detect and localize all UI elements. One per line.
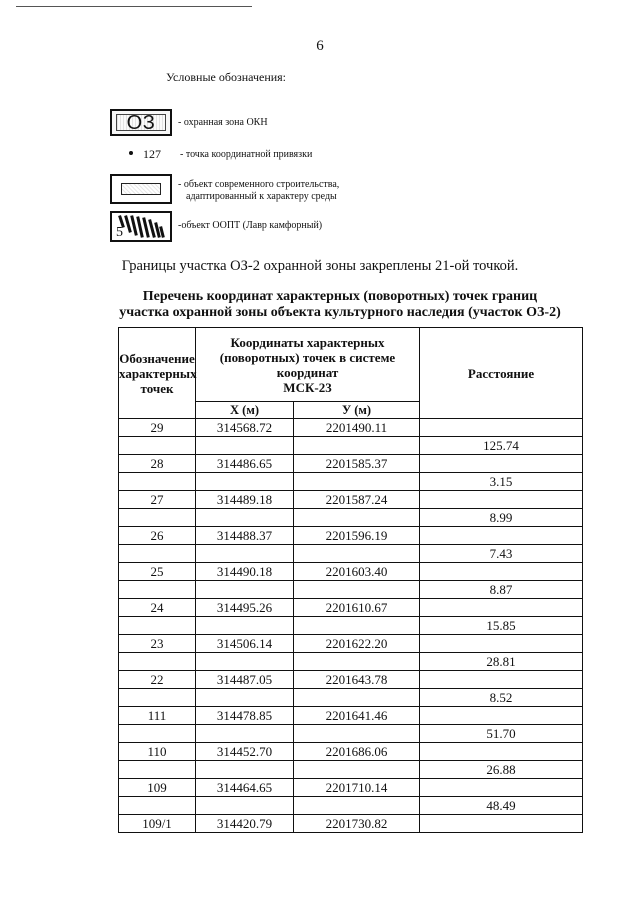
table-row-distance (119, 473, 583, 491)
cell-point: 24 (119, 599, 196, 617)
cell-blank (119, 509, 196, 527)
legend-label-modern-line2: адаптированный к характеру среды (186, 191, 337, 202)
cell-blank (294, 473, 420, 491)
header-distance: Расстояние (420, 328, 583, 419)
cell-distance-empty (420, 707, 583, 725)
cell-blank (119, 473, 196, 491)
cell-point: 22 (119, 671, 196, 689)
cell-y: 2201643.78 (294, 671, 420, 689)
oopt-symbol-number: 5 (116, 225, 123, 240)
cell-distance: 7.43 (420, 545, 583, 563)
table-row (119, 779, 583, 797)
header-coords-text: Координаты характерных (поворотных) точек в системе координат (219, 334, 396, 380)
legend-modern-symbol (110, 174, 172, 204)
cell-blank (119, 761, 196, 779)
cell-distance: 51.70 (420, 725, 583, 743)
table-row (119, 563, 583, 581)
legend-oopt-symbol (110, 211, 172, 242)
table-row (119, 491, 583, 509)
header-point: Обозначение характерных точек (119, 328, 196, 419)
cell-y: 2201587.24 (294, 491, 420, 509)
cell-distance: 8.99 (420, 509, 583, 527)
top-rule (16, 6, 252, 7)
cell-distance-empty (420, 455, 583, 473)
table-title-line1: Перечень координат характерных (поворотных) точек границ (142, 289, 538, 304)
cell-blank (119, 437, 196, 455)
cell-distance: 8.52 (420, 689, 583, 707)
cell-y: 2201603.40 (294, 563, 420, 581)
cell-distance-empty (420, 815, 583, 833)
table-row-distance (119, 689, 583, 707)
cell-blank (196, 653, 294, 671)
cell-y: 2201686.06 (294, 743, 420, 761)
cell-blank (294, 761, 420, 779)
cell-blank (196, 437, 294, 455)
cell-point: 109 (119, 779, 196, 797)
table-row (119, 599, 583, 617)
cell-blank (196, 725, 294, 743)
table-row-distance (119, 509, 583, 527)
table-row-distance (119, 437, 583, 455)
cell-y: 2201622.20 (294, 635, 420, 653)
cell-point: 29 (119, 419, 196, 437)
table-row (119, 815, 583, 833)
table-row (119, 527, 583, 545)
table-row-distance (119, 761, 583, 779)
cell-point: 26 (119, 527, 196, 545)
cell-blank (119, 725, 196, 743)
cell-blank (196, 509, 294, 527)
cell-point: 109/1 (119, 815, 196, 833)
cell-y: 2201730.82 (294, 815, 420, 833)
header-coords-system: МСК-23 (283, 379, 332, 395)
table-row (119, 455, 583, 473)
cell-x: 314489.18 (196, 491, 294, 509)
legend-oz-symbol (110, 109, 172, 136)
cell-blank (294, 437, 420, 455)
table-body (119, 419, 583, 833)
cell-distance-empty (420, 419, 583, 437)
oz-hatch (116, 111, 166, 134)
cell-distance: 15.85 (420, 617, 583, 635)
legend-label-oopt: -объект ООПТ (Лавр камфорный) (178, 220, 323, 231)
cell-y: 2201585.37 (294, 455, 420, 473)
cell-blank (294, 509, 420, 527)
cell-blank (119, 617, 196, 635)
cell-blank (196, 797, 294, 815)
cell-blank (119, 545, 196, 563)
cell-x: 314452.70 (196, 743, 294, 761)
cell-x: 314568.72 (196, 419, 294, 437)
point-marker-icon (129, 151, 133, 155)
legend-title: Условные обозначения: (166, 70, 287, 84)
cell-point: 28 (119, 455, 196, 473)
table-row (119, 671, 583, 689)
cell-y: 2201710.14 (294, 779, 420, 797)
cell-x: 314486.65 (196, 455, 294, 473)
cell-point: 23 (119, 635, 196, 653)
table-row-distance (119, 797, 583, 815)
page-number: 6 (316, 38, 324, 54)
cell-blank (294, 545, 420, 563)
table-row-distance (119, 653, 583, 671)
cell-blank (119, 581, 196, 599)
modern-inner-rect (121, 183, 161, 195)
cell-x: 314420.79 (196, 815, 294, 833)
legend-label-point: - точка координатной привязки (180, 149, 313, 160)
cell-blank (196, 545, 294, 563)
cell-point: 25 (119, 563, 196, 581)
header-y: У (м) (294, 402, 420, 419)
cell-distance-empty (420, 635, 583, 653)
cell-distance: 26.88 (420, 761, 583, 779)
table-row (119, 743, 583, 761)
cell-distance-empty (420, 743, 583, 761)
cell-blank (119, 689, 196, 707)
table-row (119, 635, 583, 653)
table-title-line2: участка охранной зоны объекта культурного наследия (участок ОЗ-2) (119, 305, 561, 320)
legend-label-oz: - охранная зона ОКН (178, 117, 268, 128)
cell-distance-empty (420, 491, 583, 509)
cell-blank (294, 653, 420, 671)
cell-distance: 8.87 (420, 581, 583, 599)
cell-x: 314464.65 (196, 779, 294, 797)
cell-blank (294, 581, 420, 599)
cell-blank (294, 689, 420, 707)
point-number-symbol: 127 (143, 147, 161, 161)
table-row-distance (119, 617, 583, 635)
cell-distance: 48.49 (420, 797, 583, 815)
cell-x: 314506.14 (196, 635, 294, 653)
cell-point: 111 (119, 707, 196, 725)
cell-blank (294, 617, 420, 635)
cell-blank (196, 617, 294, 635)
cell-distance: 125.74 (420, 437, 583, 455)
cell-distance-empty (420, 671, 583, 689)
cell-y: 2201610.67 (294, 599, 420, 617)
cell-blank (119, 653, 196, 671)
cell-blank (196, 761, 294, 779)
cell-distance-empty (420, 599, 583, 617)
cell-distance-empty (420, 527, 583, 545)
cell-x: 314490.18 (196, 563, 294, 581)
cell-blank (196, 581, 294, 599)
cell-x: 314495.26 (196, 599, 294, 617)
cell-y: 2201641.46 (294, 707, 420, 725)
table-row-distance (119, 581, 583, 599)
legend-label-modern-line1: - объект современного строительства, (178, 179, 340, 190)
cell-blank (196, 473, 294, 491)
oz-symbol-text: ОЗ (126, 111, 156, 134)
cell-blank (294, 797, 420, 815)
cell-x: 314487.05 (196, 671, 294, 689)
cell-x: 314488.37 (196, 527, 294, 545)
cell-point: 27 (119, 491, 196, 509)
cell-distance: 28.81 (420, 653, 583, 671)
cell-y: 2201490.11 (294, 419, 420, 437)
coordinates-table (118, 327, 583, 833)
table-row (119, 419, 583, 437)
table-row-distance (119, 725, 583, 743)
boundary-statement: Границы участка ОЗ-2 охранной зоны закреплены 21-ой точкой. (121, 258, 519, 274)
cell-distance-empty (420, 563, 583, 581)
header-coords (196, 328, 420, 402)
table-row (119, 707, 583, 725)
cell-blank (294, 725, 420, 743)
cell-x: 314478.85 (196, 707, 294, 725)
cell-blank (119, 797, 196, 815)
cell-point: 110 (119, 743, 196, 761)
cell-blank (196, 689, 294, 707)
cell-distance: 3.15 (420, 473, 583, 491)
table-title (100, 289, 580, 321)
header-x: Х (м) (196, 402, 294, 419)
cell-y: 2201596.19 (294, 527, 420, 545)
table-row-distance (119, 545, 583, 563)
cell-distance-empty (420, 779, 583, 797)
